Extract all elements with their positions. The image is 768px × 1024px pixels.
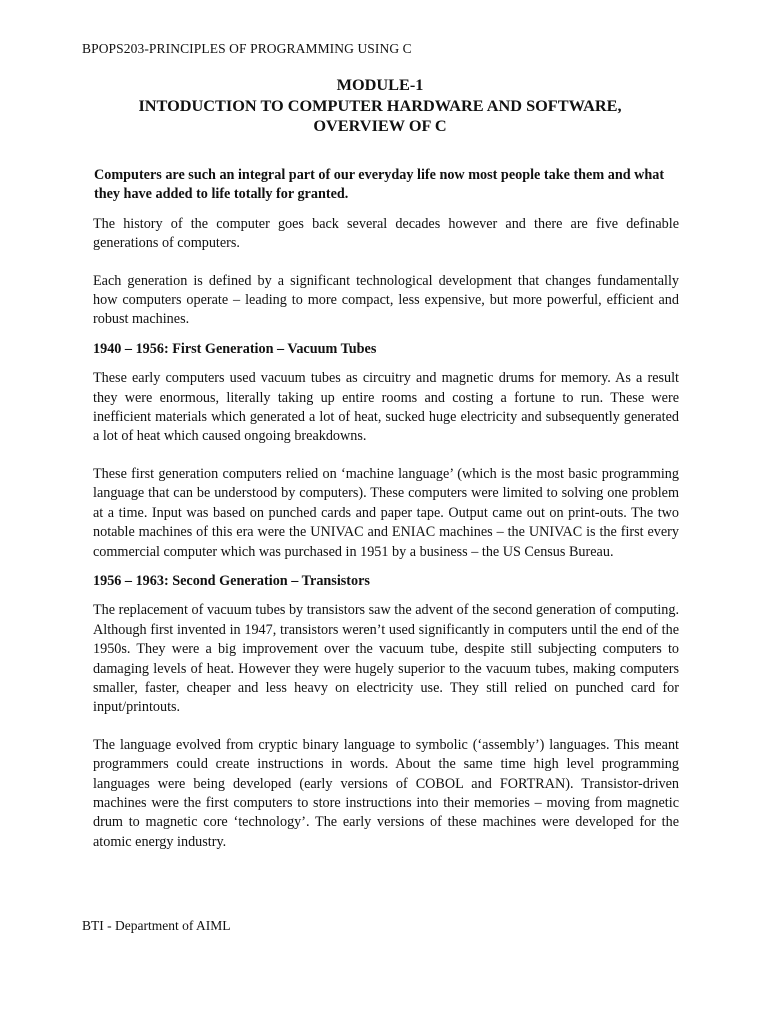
first-generation-heading: 1940 – 1956: First Generation – Vacuum Tubes [93, 340, 377, 357]
page-footer: BTI - Department of AIML [82, 918, 231, 933]
page-header: BPOPS203-PRINCIPLES OF PROGRAMMING USING C [82, 41, 412, 56]
second-generation-paragraph-1: The replacement of vacuum tubes by transistors saw the advent of the second generation of computing. Although first invented in 1947, transistors weren’t used significantly in computers until the end of the 1950s. They were a big improvement over the vacuum tube, despite still subjecting computers to damaging levels of heat. However they were hugely superior to the vacuum tubes, making computers smaller, faster, cheaper and less heavy on electricity use. They still relied on punched card for input/printouts. [93, 602, 679, 716]
second-generation-paragraph-2: The language evolved from cryptic binary language to symbolic (‘assembly’) languages. This meant programmers could create instructions in words. About the same time high level programming languages were being developed (early versions of COBOL and FORTRAN). Transistor-driven machines were the first computers to store instructions into their memories – moving from magnetic drum to magnetic core ‘technology’. The early versions of these machines were developed for the atomic energy industry. [93, 736, 679, 850]
module-title-line-2: OVERVIEW OF C [313, 116, 447, 135]
first-generation-paragraph-2: These first generation computers relied on ‘machine language’ (which is the most basic programming language that can be understood by computers). These computers were limited to solving one problem at a time. Input was based on punched cards and paper tape. Output came out on print-outs. The two notable machines of this era were the UNIVAC and ENIAC machines – the UNIVAC is the first every commercial computer which was purchased in 1951 by a business – the US Census Bureau. [93, 465, 679, 560]
module-title-block [82, 75, 678, 137]
intro-paragraph: Computers are such an integral part of our everyday life now most people take them and what they have added to life totally for granted. [94, 167, 665, 203]
page-content [93, 166, 679, 852]
generation-paragraph: Each generation is defined by a significant technological development that changes fundamentally how computers operate – leading to more compact, less expensive, but more powerful, efficient and robust machines. [93, 272, 679, 328]
history-paragraph: The history of the computer goes back several decades however and there are five definable generations of computers. [93, 215, 679, 252]
first-generation-paragraph-1: These early computers used vacuum tubes as circuitry and magnetic drums for memory. As a result they were enormous, literally taking up entire rooms and costing a fortune to run. These were inefficient materials which generated a lot of heat, sucked huge electricity and subsequently generated a lot of heat which caused ongoing breakdowns. [93, 370, 679, 445]
second-generation-heading: 1956 – 1963: Second Generation – Transistors [93, 572, 370, 589]
module-title-line-1: INTODUCTION TO COMPUTER HARDWARE AND SOFTWARE, [138, 95, 622, 115]
module-number: MODULE-1 [336, 75, 424, 94]
